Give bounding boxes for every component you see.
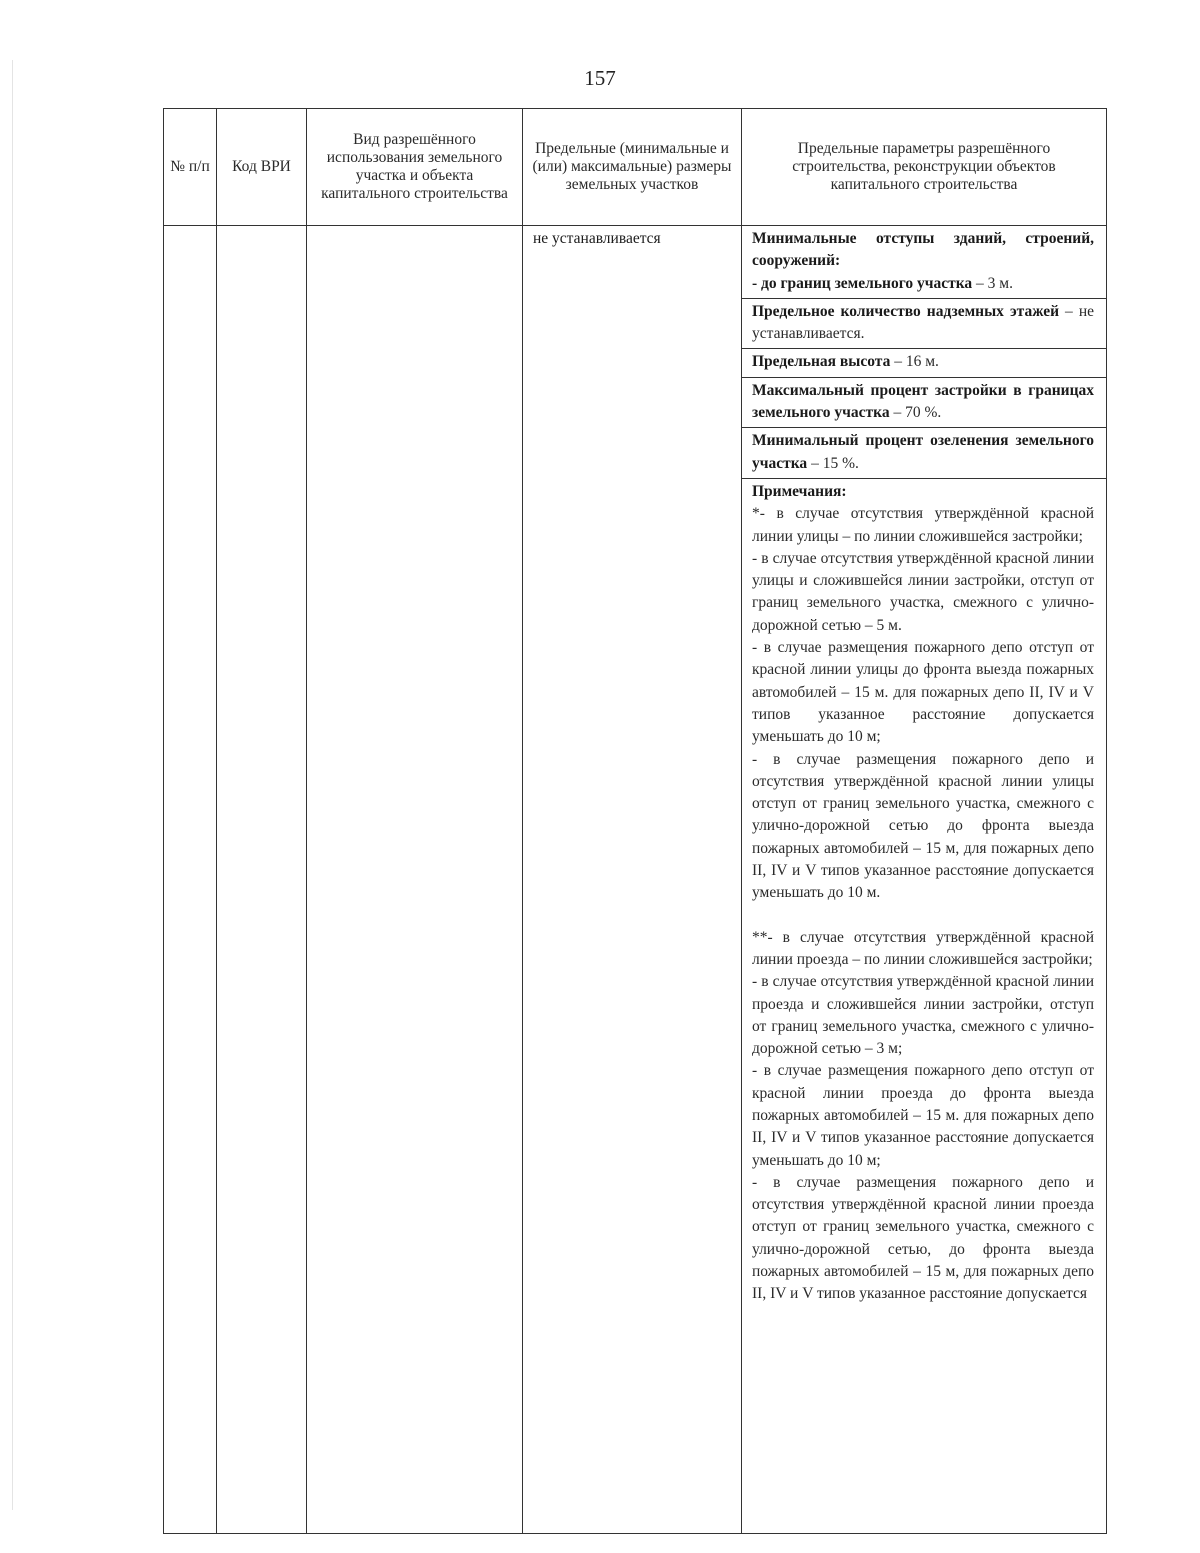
- header-size: Предельные (минимальные и (или) максимальные) размеры земельных участков: [523, 109, 742, 226]
- note-driveway-1: **- в случае отсутствия утверждённой красной линии проезда – по линии сложившейся застройки;: [752, 928, 1094, 968]
- param-height: [742, 349, 1106, 377]
- param-greenery-value: – 15 %.: [807, 454, 859, 472]
- zoning-parameters-table: [163, 108, 1107, 1534]
- param-coverage-label: Максимальный процент застройки в границах земельного участка: [752, 381, 1094, 422]
- cell-kind: [307, 226, 523, 1534]
- note-driveway-3: - в случае размещения пожарного депо отступ от красной линии проезда до фронта выезда пожарных автомобилей – 15 м. для пожарных депо II, IV и V типов указанное расстояние допускается уменьшать до 10 м;: [752, 1062, 1094, 1169]
- param-coverage: [742, 378, 1106, 429]
- header-params: Предельные параметры разрешённого строительства, реконструкции объектов капитального строительства: [742, 109, 1107, 226]
- param-greenery: [742, 428, 1106, 479]
- param-height-label: Предельная высота: [752, 353, 891, 371]
- cell-size: не устанавливается: [523, 226, 742, 1534]
- notes-block: [742, 479, 1106, 1309]
- param-floors-label: Предельное количество надземных этажей: [752, 302, 1060, 320]
- cell-number: [164, 226, 217, 1534]
- note-street-3: - в случае размещения пожарного депо отступ от красной линии улицы до фронта выезда пожарных автомобилей – 15 м. для пожарных депо II, IV и V типов указанное расстояние допускается уменьшать до 10 м;: [752, 639, 1094, 746]
- table-row: [164, 226, 1107, 1534]
- notes-gap: [752, 905, 1094, 927]
- header-code: Код ВРИ: [217, 109, 307, 226]
- cell-code: [217, 226, 307, 1534]
- param-setbacks: [742, 226, 1106, 299]
- param-coverage-value: – 70 %.: [889, 404, 942, 422]
- note-street-1: *- в случае отсутствия утверждённой красной линии улицы – по линии сложившейся застройки;: [752, 505, 1094, 545]
- param-setbacks-boundary-value: – 3 м.: [972, 274, 1013, 292]
- header-number: № п/п: [164, 109, 217, 226]
- param-floors: [742, 299, 1106, 350]
- param-greenery-label: Минимальный процент озеленения земельного участка: [752, 432, 1094, 472]
- table-header-row: [164, 109, 1107, 226]
- cell-params: [742, 226, 1107, 1534]
- note-driveway-4: - в случае размещения пожарного депо и отсутствия утверждённой красной линии проезда отступ от границ земельного участка, смежного с улично-дорожной сетью, до фронта выезда пожарных автомобилей – 15 м, для пожарных депо II, IV и V типов указанное расстояние допускается: [752, 1173, 1094, 1303]
- note-street-2: - в случае отсутствия утверждённой красной линии улицы и сложившейся линии застройки, отступ от границ земельного участка, смежного с улично-дорожной сетью – 5 м.: [752, 549, 1094, 634]
- scan-margin-line: [12, 60, 13, 1510]
- param-floors-value: – не устанавливается.: [752, 302, 1094, 343]
- param-setbacks-label: Минимальные отступы зданий, строений, сооружений:: [752, 230, 1094, 270]
- param-setbacks-boundary-label: - до границ земельного участка: [752, 274, 973, 292]
- header-kind: Вид разрешённого использования земельного участка и объекта капитального строительства: [307, 109, 523, 226]
- param-height-value: – 16 м.: [890, 353, 939, 371]
- page-number: 157: [584, 66, 616, 90]
- note-street-4: - в случае размещения пожарного депо и отсутствия утверждённой красной линии улицы отступ от границ земельного участка, смежного с улично-дорожной сетью до фронта выезда пожарных автомобилей – 15 м, для пожарных депо II, IV и V типов указанное расстояние допускается уменьшать до 10 м.: [752, 750, 1094, 902]
- notes-title: Примечания:: [752, 482, 847, 500]
- note-driveway-2: - в случае отсутствия утверждённой красной линии проезда и сложившейся линии застройки, отступ от границ земельного участка, смежного с улично-дорожной сетью – 3 м;: [752, 973, 1094, 1058]
